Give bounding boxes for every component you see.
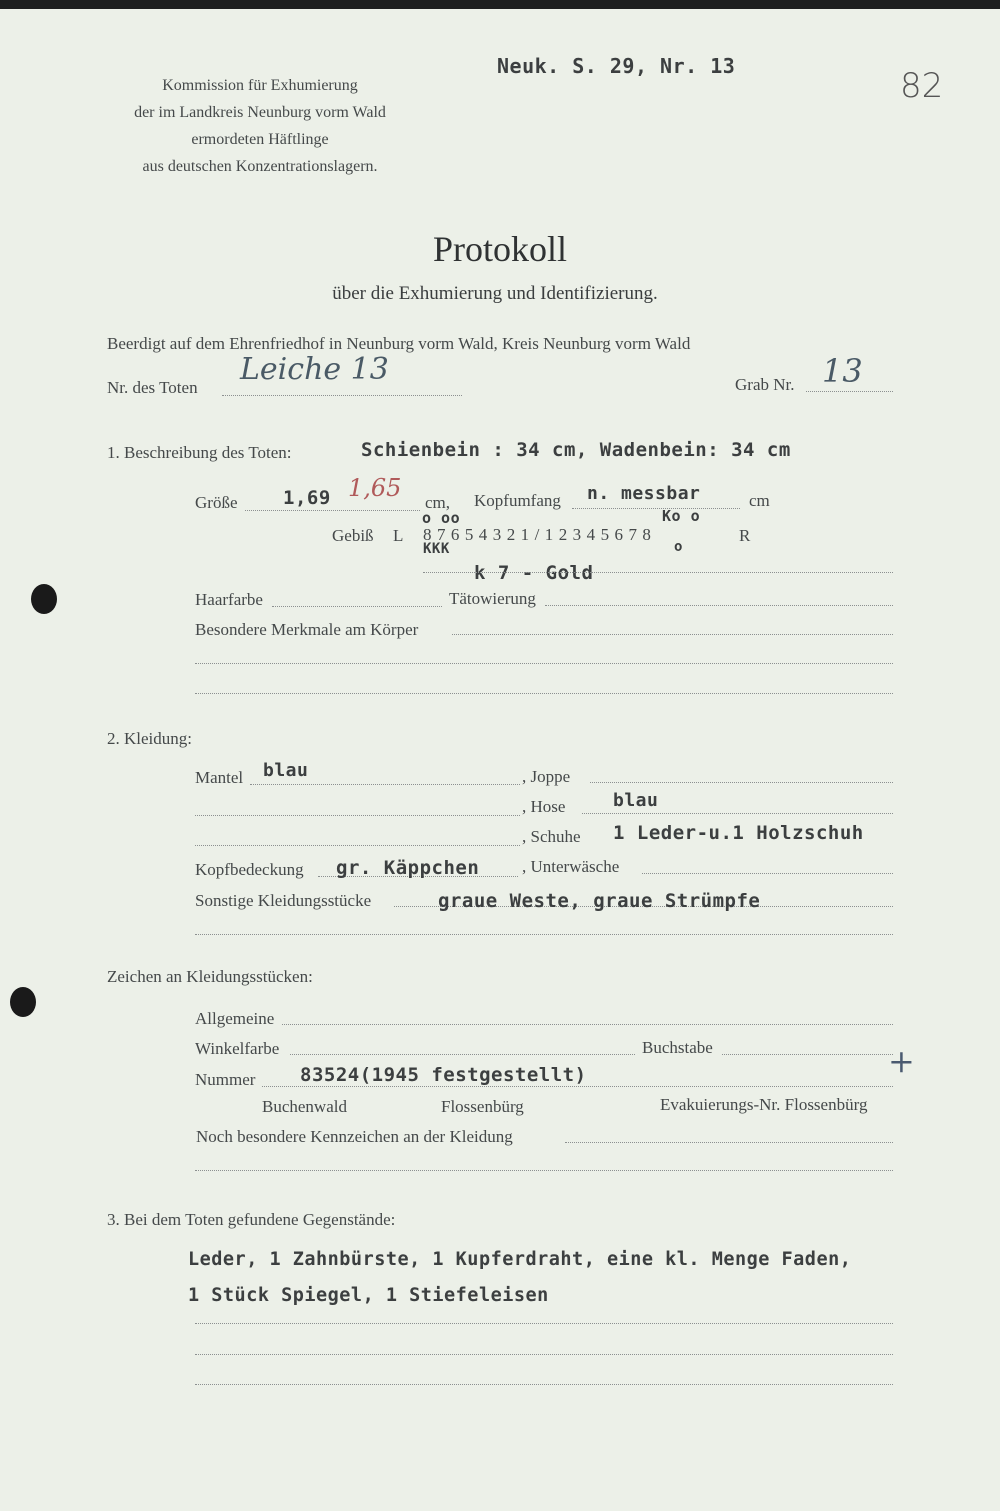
dotted-line: [195, 934, 893, 935]
gebiss-teeth-chart: 8 7 6 5 4 3 2 1 / 1 2 3 4 5 6 7 8: [423, 525, 652, 544]
haarfarbe-label: Haarfarbe: [195, 590, 263, 609]
found-items-line-1: Leder, 1 Zahnbürste, 1 Kupferdraht, eine kl. Menge Faden,: [188, 1249, 852, 1270]
grab-nr-label: Grab Nr.: [735, 375, 795, 394]
dotted-line: [290, 1054, 635, 1055]
kopfumfang-value: n. messbar: [587, 483, 701, 504]
dotted-line: [245, 510, 420, 511]
allgemeine-label: Allgemeine: [195, 1009, 275, 1028]
punch-hole: [31, 584, 57, 614]
commission-line: Kommission für Exhumierung: [162, 77, 358, 94]
kopfbedeckung-value: gr. Käppchen: [336, 857, 480, 879]
dotted-line: [195, 1354, 893, 1355]
buchstabe-label: Buchstabe: [642, 1038, 713, 1057]
dotted-line: [272, 606, 442, 607]
dotted-line: [722, 1054, 893, 1055]
section-2-heading: 2. Kleidung:: [107, 729, 192, 748]
teeth-marks-bottom-left: KKK: [423, 541, 450, 557]
file-reference: Neuk. S. 29, Nr. 13: [497, 54, 736, 78]
dotted-line: [195, 1323, 893, 1324]
commission-line: der im Landkreis Neunburg vorm Wald: [134, 104, 386, 121]
joppe-label: , Joppe: [522, 767, 571, 786]
dotted-line: [582, 813, 893, 814]
dotted-line: [590, 782, 893, 783]
merkmale-label: Besondere Merkmale am Körper: [195, 620, 419, 639]
unterwaesche-label: , Unterwäsche: [522, 857, 620, 876]
nummer-value: 83524(1945 festgestellt): [300, 1064, 587, 1086]
punch-hole: [10, 987, 36, 1017]
dotted-line: [572, 508, 740, 509]
taetowierung-label: Tätowierung: [449, 589, 536, 608]
dotted-line: [262, 1086, 893, 1087]
sonstige-value: graue Weste, graue Strümpfe: [438, 890, 761, 912]
hose-label: , Hose: [522, 797, 566, 816]
dotted-line: [642, 873, 893, 874]
mantel-value: blau: [263, 760, 309, 781]
hose-value: blau: [613, 790, 659, 811]
dotted-line: [222, 395, 462, 396]
sonstige-label: Sonstige Kleidungsstücke: [195, 891, 372, 910]
dotted-line: [423, 572, 893, 573]
commission-line: aus deutschen Konzentrationslagern.: [142, 158, 378, 175]
grab-nr-value: 13: [822, 352, 863, 390]
cm-unit: cm,: [425, 493, 451, 512]
cm-unit: cm: [749, 491, 770, 510]
page-title: Protokoll: [432, 229, 567, 269]
flossenbuerg-label: Flossenbürg: [441, 1097, 524, 1116]
teeth-marks-top-right: Ko o: [662, 507, 701, 525]
dotted-line: [250, 784, 520, 785]
section-3-heading: 3. Bei dem Toten gefundene Gegenstände:: [107, 1210, 396, 1229]
burial-location: Beerdigt auf dem Ehrenfriedhof in Neunburg vorm Wald, Kreis Neunburg vorm Wald: [107, 334, 691, 353]
schuhe-value: 1 Leder-u.1 Holzschuh: [613, 822, 864, 844]
kopfumfang-label: Kopfumfang: [474, 491, 561, 510]
page-subtitle: über die Exhumierung und Identifizierung.: [332, 283, 658, 304]
description-typed: Schienbein : 34 cm, Wadenbein: 34 cm: [361, 439, 791, 461]
nr-des-toten-label: Nr. des Toten: [107, 378, 198, 397]
dotted-line: [195, 815, 520, 816]
scan-top-edge: [0, 0, 1000, 9]
winkelfarbe-label: Winkelfarbe: [195, 1039, 280, 1058]
dotted-line: [195, 845, 520, 846]
nr-des-toten-value: Leiche 13: [240, 352, 389, 387]
groesse-label: Größe: [195, 493, 238, 512]
dotted-line: [545, 605, 893, 606]
section-1-heading: 1. Beschreibung des Toten:: [107, 443, 292, 462]
page-number: 82: [900, 66, 944, 106]
gebiss-label: Gebiß: [332, 526, 374, 545]
dotted-line: [452, 634, 893, 635]
kennzeichen-label: Noch besondere Kennzeichen an der Kleidung: [196, 1127, 513, 1146]
schuhe-label: , Schuhe: [522, 827, 581, 846]
nummer-label: Nummer: [195, 1070, 256, 1089]
found-items-line-2: 1 Stück Spiegel, 1 Stiefeleisen: [188, 1285, 549, 1306]
dotted-line: [195, 693, 893, 694]
zeichen-heading: Zeichen an Kleidungsstücken:: [107, 967, 313, 986]
commission-line: ermordeten Häftlinge: [191, 131, 329, 148]
dotted-line: [282, 1024, 893, 1025]
dotted-line: [565, 1142, 893, 1143]
kopfbedeckung-label: Kopfbedeckung: [195, 860, 304, 879]
cross-mark: +: [888, 1042, 915, 1080]
commission-header: [100, 72, 420, 180]
gebiss-left: L: [393, 526, 404, 545]
dotted-line: [195, 1170, 893, 1171]
dotted-line: [806, 391, 893, 392]
gebiss-right: R: [739, 526, 751, 545]
mantel-label: Mantel: [195, 768, 244, 787]
teeth-marks-bottom-right: o: [674, 539, 683, 555]
groesse-hand-correction: 1,65: [348, 474, 402, 502]
groesse-value: 1,69: [283, 487, 331, 509]
gebiss-note: k 7 - Gold: [474, 562, 594, 584]
evakuierungs-label: Evakuierungs-Nr. Flossenbürg: [660, 1095, 868, 1114]
buchenwald-label: Buchenwald: [262, 1097, 347, 1116]
dotted-line: [195, 1384, 893, 1385]
dotted-line: [195, 663, 893, 664]
teeth-marks-top-left: o oo: [422, 509, 461, 527]
